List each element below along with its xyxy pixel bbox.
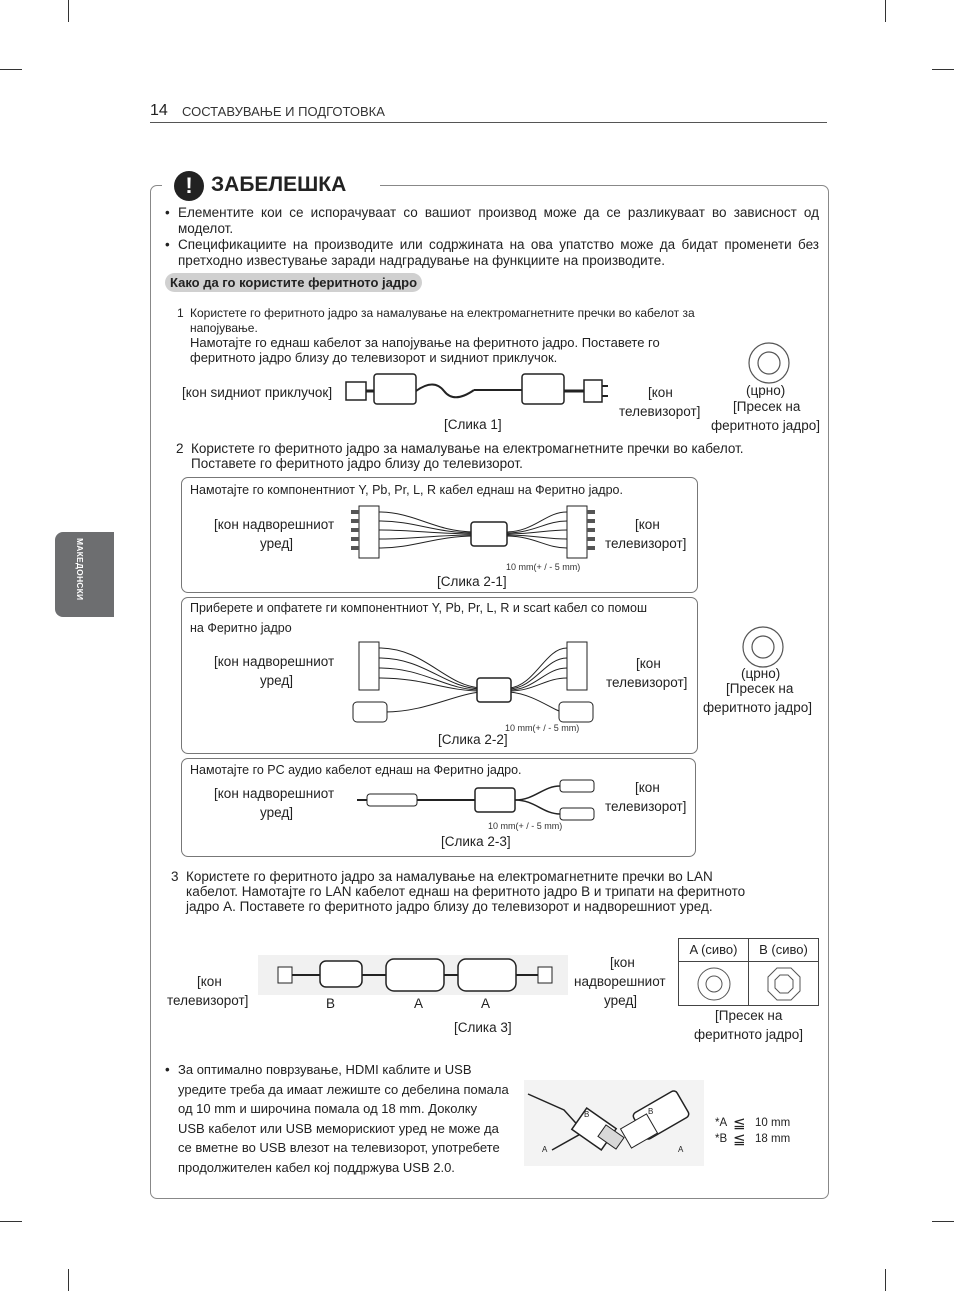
step-number: 3 [171, 869, 179, 884]
figure-caption: [Слика 2-1] [437, 574, 507, 589]
hdmi-note-line: продолжителен кабел кој поддржува USB 2.0. [178, 1159, 455, 1175]
step3-right-1: [кон [610, 955, 635, 970]
dimension-a-label: A [542, 1145, 548, 1154]
fig21-right-2: телевизорот] [605, 536, 687, 551]
fig22-left-1: [кон надворешниот [214, 654, 335, 669]
section-table [678, 938, 819, 1006]
crop-mark [885, 1269, 886, 1291]
subheading: Како да го користите феритното јадро [165, 273, 422, 292]
step3-line3: јадро A. Поставете го феритното јадро близу до телевизорот и надворешниот уред. [186, 899, 713, 914]
dimension-b-label: B [648, 1107, 654, 1116]
ferrite-section-icon [765, 965, 803, 1003]
fig22-text-1: Приберете и опфатете ги компонентниот Y, Pb, Pr, L, R и scart кабел со помош [190, 601, 647, 615]
fig23-right-1: [кон [635, 780, 660, 795]
step1-label-right-2: телевизорот] [619, 404, 701, 419]
step1-label-left: [кон ѕидниот приклучок] [182, 385, 333, 400]
hdmi-note-line: се вметне во USB влезот на телевизорот, употребете [178, 1140, 500, 1155]
bullet-dot: • [165, 1062, 170, 1077]
core-label-a: A [481, 996, 491, 1011]
figure-caption: [Слика 1] [444, 417, 502, 432]
step3-right-2: надворешниот [574, 974, 666, 989]
crop-mark [0, 1221, 22, 1222]
ferrite-section-icon [740, 624, 786, 670]
fig22-right-1: [кон [636, 656, 661, 671]
table-divider [748, 961, 749, 1005]
bullet-dot: • [165, 237, 170, 252]
hdmi-note-line: уредите треба да имаат лежиште со дебелина помала [178, 1081, 509, 1097]
component-cable-diagram [345, 502, 603, 562]
crop-mark [68, 1269, 69, 1291]
hdmi-note [178, 1060, 518, 1177]
section-label-2: феритното јадро] [703, 700, 812, 715]
hdmi-usb-dimension-diagram [524, 1080, 704, 1166]
table-header-a: A (сиво) [679, 939, 749, 962]
bullet-text-2: Спецификациите на производите или содржината на ова упатство може да бидат променети без претходно известување заради надградување на функциите на производите. [178, 237, 819, 268]
step-number: 1 [177, 306, 184, 320]
spec-b-label: *B [715, 1133, 728, 1145]
section-label-1: [Пресек на [726, 681, 794, 696]
section-color: (црно) [746, 383, 786, 398]
ferrite-section-icon [695, 965, 733, 1003]
header-rule [150, 122, 827, 123]
less-equal-icon: ≦ [733, 1131, 746, 1148]
step1-line2: Намотајте го еднаш кабелот за напојување на феритното јадро. Поставете го феритното јадро близу до телевизорот и ѕидниот приклучок. [190, 335, 660, 365]
section-color: (црно) [741, 666, 781, 681]
power-cable-diagram [344, 368, 610, 412]
step-number: 2 [176, 441, 184, 456]
crop-mark [0, 69, 22, 70]
section-label-1: [Пресек на [733, 399, 801, 414]
hdmi-note-line: USB кабелот или USB меморискиот уред не може да [178, 1120, 499, 1136]
crop-mark [932, 69, 954, 70]
step2-line1: Користете го феритното јадро за намалување на електромагнетните пречки во кабелот. [191, 441, 744, 456]
lan-cable-diagram [258, 955, 568, 995]
less-equal-icon: ≦ [733, 1115, 746, 1132]
measurement-label: 10 mm(+ / - 5 mm) [506, 562, 581, 572]
step2-line2: Поставете го феритното јадро близу до телевизорот. [191, 456, 523, 471]
crop-mark [885, 0, 886, 22]
fig22-text-2: на Феритно јадро [190, 621, 292, 635]
step3-right-3: уред] [604, 993, 637, 1008]
hdmi-note-line: од 10 mm и широчина помала од 18 mm. Доколку [178, 1101, 478, 1116]
measurement-label: 10 mm(+ / - 5 mm) [505, 723, 580, 733]
core-label-a: A [414, 996, 424, 1011]
section-label-2: феритното јадро] [694, 1027, 803, 1042]
fig23-text: Намотајте го PC аудио кабелот еднаш на Феритно јадро. [190, 763, 522, 777]
fig21-left-2: уред] [260, 536, 293, 551]
component-scart-diagram [345, 638, 603, 730]
bullet-dot: • [165, 205, 170, 220]
figure-caption: [Слика 2-3] [441, 834, 511, 849]
step1-label-right-1: [кон [648, 385, 673, 400]
dimension-a-label: A [678, 1145, 684, 1154]
fig21-left-1: [кон надворешниот [214, 517, 335, 532]
ferrite-section-icon [746, 340, 792, 386]
core-label-b: B [326, 996, 336, 1011]
step3-line2: кабелот. Намотајте го LAN кабелот еднаш на феритното јадро B и трипати на феритното [186, 884, 746, 899]
note-title: ЗАБЕЛЕШКА [211, 173, 347, 196]
spec-b-value: 18 mm [755, 1133, 791, 1145]
step3-left-1: [кон [197, 974, 222, 989]
section-label-1: [Пресек на [715, 1008, 783, 1023]
measurement-label: 10 mm(+ / - 5 mm) [488, 821, 563, 831]
language-tab-label: МАКЕДОНСКИ [75, 538, 85, 601]
hdmi-note-line: За оптимално поврзување, HDMI каблите и USB [178, 1062, 472, 1077]
fig21-right-1: [кон [635, 517, 660, 532]
section-label-2: феритното јадро] [711, 418, 820, 433]
step3-left-2: телевизорот] [167, 993, 249, 1008]
dimension-b-label: B [584, 1110, 590, 1119]
fig22-right-2: телевизорот] [606, 675, 688, 690]
language-tab [55, 532, 114, 617]
step1-line1: Користете го феритното јадро за намалување на електромагнетните пречки во кабелот за напојување. [190, 306, 695, 335]
fig23-left-1: [кон надворешниот [214, 786, 335, 801]
crop-mark [932, 1221, 954, 1222]
spec-a-label: *A [715, 1117, 728, 1129]
step3-line1: Користете го феритното јадро за намалување на електромагнетните пречки во LAN [186, 869, 713, 884]
table-header-b: B (сиво) [749, 939, 818, 962]
pc-audio-cable-diagram [355, 778, 605, 822]
crop-mark [68, 0, 69, 22]
figure-caption: [Слика 3] [454, 1020, 512, 1035]
warning-icon: ! [174, 171, 204, 201]
fig23-left-2: уред] [260, 805, 293, 820]
fig21-text: Намотајте го компонентниот Y, Pb, Pr, L, R кабел еднаш на Феритно јадро. [190, 483, 623, 497]
section-title: СОСТАВУВАЊЕ И ПОДГОТОВКА [182, 104, 385, 119]
fig22-left-2: уред] [260, 673, 293, 688]
spec-a-value: 10 mm [755, 1117, 791, 1129]
fig23-right-2: телевизорот] [605, 799, 687, 814]
figure-caption: [Слика 2-2] [438, 732, 508, 747]
page-number: 14 [150, 102, 168, 119]
bullet-text-1: Елементите кои се испорачуваат со вашиот производ може да се разликуваат во зависност од моделот. [178, 205, 819, 236]
